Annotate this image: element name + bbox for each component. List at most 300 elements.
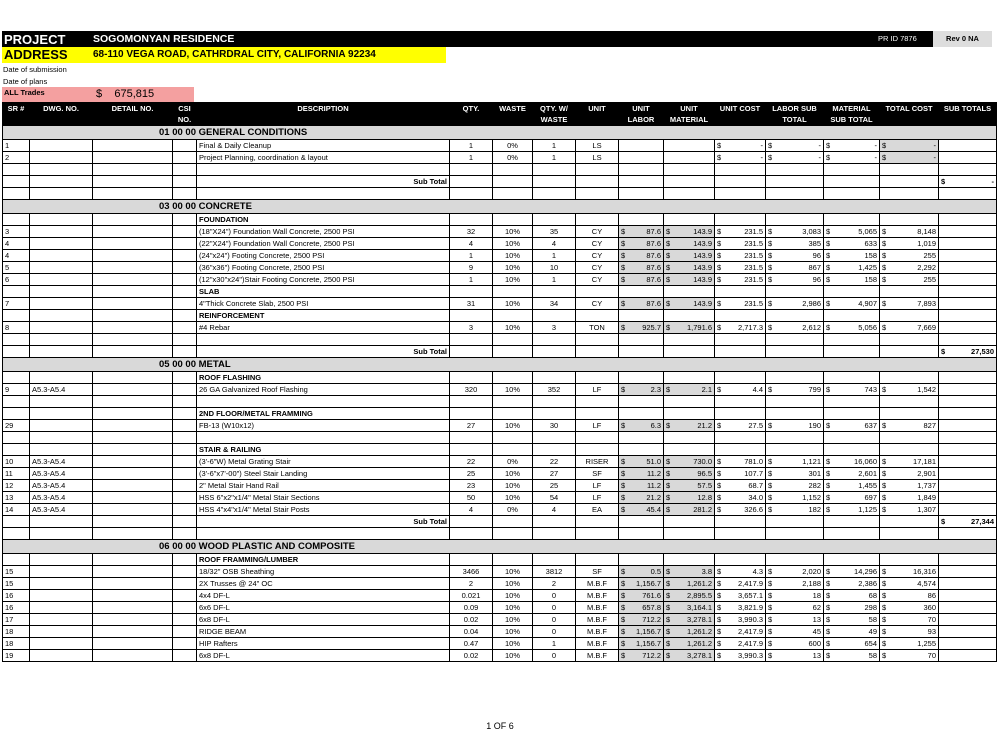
empty-cell <box>619 176 664 188</box>
material-sub-total-value: 2,386 <box>858 578 877 588</box>
sub-totals-cell <box>939 638 997 650</box>
total-cost <box>880 384 939 396</box>
blank-cell <box>197 164 450 176</box>
dwg-number <box>30 298 93 310</box>
total-cost-value: 86 <box>927 590 936 600</box>
item-description: (12"x30"x24")Stair Footing Concrete, 2500 PSI <box>197 274 450 286</box>
labor-sub-total <box>766 638 824 650</box>
unit-material <box>664 650 715 662</box>
blank-cell <box>576 528 619 540</box>
item-unit: M.B.F <box>576 638 619 650</box>
labor-sub-total <box>766 456 824 468</box>
blank-cell <box>93 334 173 346</box>
unit-material <box>664 590 715 602</box>
currency-symbol: $ <box>826 322 831 332</box>
item-unit: M.B.F <box>576 614 619 626</box>
sub-totals-cell <box>939 250 997 262</box>
item-qty: 4 <box>450 238 493 250</box>
currency-symbol: $ <box>717 384 722 394</box>
blank-cell <box>880 396 939 408</box>
material-sub-total <box>824 480 880 492</box>
blank-cell <box>450 334 493 346</box>
detail-number <box>93 468 173 480</box>
currency-symbol: $ <box>882 602 887 612</box>
unit-cost-value: 2,417.9 <box>737 638 763 648</box>
empty-cell <box>766 444 824 456</box>
sr-number: 10 <box>3 456 30 468</box>
blank-cell <box>493 188 533 200</box>
item-description: (24"x24") Footing Concrete, 2500 PSI <box>197 250 450 262</box>
sub-totals-cell <box>939 504 997 516</box>
currency-symbol: $ <box>666 322 671 332</box>
currency-symbol: $ <box>717 322 722 332</box>
item-unit: CY <box>576 226 619 238</box>
line-item-row <box>3 468 997 480</box>
empty-cell <box>493 176 533 188</box>
item-description: (18"X24") Foundation Wall Concrete, 2500 PSI <box>197 226 450 238</box>
item-unit: M.B.F <box>576 602 619 614</box>
currency-symbol: $ <box>666 614 671 624</box>
sub-totals-cell <box>939 384 997 396</box>
unit-cost-value: 3,990.3 <box>737 614 763 624</box>
unit-material-value: 3.8 <box>701 566 712 576</box>
blank-cell <box>3 164 30 176</box>
item-qty: 0.02 <box>450 614 493 626</box>
csi-number <box>173 650 197 662</box>
estimate-body <box>3 126 997 662</box>
currency-symbol: $ <box>768 504 773 514</box>
col-material-sub-total: MATERIAL SUB TOTAL <box>824 103 880 126</box>
labor-sub-total-value: - <box>818 152 821 162</box>
detail-number <box>93 590 173 602</box>
currency-symbol: $ <box>666 638 671 648</box>
blank-cell <box>30 164 93 176</box>
sub-total-amount: 27,344 <box>971 516 994 526</box>
item-qty-with-waste: 0 <box>533 626 576 638</box>
sub-totals-cell <box>939 566 997 578</box>
item-qty-with-waste: 35 <box>533 226 576 238</box>
blank-cell <box>173 334 197 346</box>
blank-cell <box>3 334 30 346</box>
item-waste: 10% <box>493 322 533 334</box>
empty-cell <box>880 408 939 420</box>
sr-number: 18 <box>3 638 30 650</box>
empty-cell <box>576 310 619 322</box>
empty-cell <box>93 286 173 298</box>
empty-cell <box>533 516 576 528</box>
labor-sub-total-value: 13 <box>812 650 821 660</box>
item-qty-with-waste: 4 <box>533 504 576 516</box>
material-sub-total <box>824 152 880 164</box>
currency-symbol: $ <box>621 420 626 430</box>
material-sub-total-value: 16,060 <box>854 456 877 466</box>
empty-cell <box>30 444 93 456</box>
blank-cell <box>533 164 576 176</box>
item-qty: 1 <box>450 274 493 286</box>
currency-symbol: $ <box>882 590 887 600</box>
item-unit: SF <box>576 566 619 578</box>
blank-cell <box>493 334 533 346</box>
unit-labor-value: 0.5 <box>650 566 661 576</box>
empty-cell <box>880 286 939 298</box>
section-header-row <box>3 200 997 214</box>
unit-labor <box>619 590 664 602</box>
item-qty-with-waste: 0 <box>533 590 576 602</box>
currency-symbol: $ <box>882 226 887 236</box>
currency-symbol: $ <box>666 566 671 576</box>
blank-cell <box>880 188 939 200</box>
total-cost <box>880 614 939 626</box>
currency-symbol: $ <box>621 480 626 490</box>
unit-cost <box>715 262 766 274</box>
csi-number <box>173 578 197 590</box>
blank-cell <box>197 432 450 444</box>
labor-sub-total-value: 182 <box>808 504 821 514</box>
currency-symbol: $ <box>717 456 722 466</box>
unit-cost <box>715 480 766 492</box>
sr-number: 19 <box>3 650 30 662</box>
currency-symbol: $ <box>717 420 722 430</box>
unit-labor-value: 925.7 <box>642 322 661 332</box>
currency-symbol: $ <box>882 250 887 260</box>
empty-cell <box>824 554 880 566</box>
blank-cell <box>619 334 664 346</box>
currency-symbol: $ <box>768 626 773 636</box>
sr-number: 12 <box>3 480 30 492</box>
currency-symbol: $ <box>826 456 831 466</box>
blank-cell <box>450 528 493 540</box>
item-qty: 9 <box>450 262 493 274</box>
unit-cost <box>715 456 766 468</box>
currency-symbol: $ <box>666 226 671 236</box>
detail-number <box>93 152 173 164</box>
date-of-plans-label: Date of plans <box>3 77 48 86</box>
detail-number <box>93 638 173 650</box>
blank-cell <box>939 188 997 200</box>
currency-symbol: $ <box>717 626 722 636</box>
item-qty: 0.02 <box>450 650 493 662</box>
blank-cell <box>766 334 824 346</box>
blank-cell <box>197 188 450 200</box>
dwg-number <box>30 650 93 662</box>
currency-symbol: $ <box>621 602 626 612</box>
labor-sub-total-value: 3,083 <box>802 226 821 236</box>
category-label: REINFORCEMENT <box>197 310 450 322</box>
currency-symbol: $ <box>621 492 626 502</box>
line-item-row <box>3 504 997 516</box>
col-unit-cost: UNIT COST <box>715 103 766 126</box>
empty-cell <box>766 554 824 566</box>
total-cost-value: 827 <box>923 420 936 430</box>
empty-cell <box>824 372 880 384</box>
unit-cost-value: 2,417.9 <box>737 626 763 636</box>
material-sub-total <box>824 578 880 590</box>
total-cost <box>880 468 939 480</box>
unit-cost-value: 231.5 <box>744 262 763 272</box>
sub-totals-cell <box>939 322 997 334</box>
currency-symbol: $ <box>621 262 626 272</box>
unit-material <box>664 250 715 262</box>
currency-symbol: $ <box>666 590 671 600</box>
item-unit: M.B.F <box>576 578 619 590</box>
blank-cell <box>824 396 880 408</box>
line-item-row <box>3 566 997 578</box>
total-cost <box>880 152 939 164</box>
unit-labor-value: 1,156.7 <box>635 638 661 648</box>
material-sub-total-value: 158 <box>864 250 877 260</box>
blank-cell <box>576 164 619 176</box>
sr-number: 7 <box>3 298 30 310</box>
blank-cell <box>493 432 533 444</box>
empty-cell <box>880 346 939 358</box>
total-cost <box>880 262 939 274</box>
project-label: PROJECT <box>4 32 66 47</box>
item-unit: LS <box>576 152 619 164</box>
empty-cell <box>715 408 766 420</box>
currency-symbol: $ <box>717 602 722 612</box>
item-qty-with-waste: 22 <box>533 456 576 468</box>
currency-symbol: $ <box>621 614 626 624</box>
sr-number: 5 <box>3 262 30 274</box>
currency-symbol: $ <box>882 298 887 308</box>
labor-sub-total <box>766 504 824 516</box>
empty-cell <box>576 408 619 420</box>
sub-totals-cell <box>939 492 997 504</box>
blank-row <box>3 164 997 176</box>
blank-cell <box>766 528 824 540</box>
dwg-number <box>30 262 93 274</box>
empty-cell <box>576 346 619 358</box>
item-unit: LF <box>576 384 619 396</box>
sub-totals-cell <box>939 456 997 468</box>
currency-symbol: $ <box>621 626 626 636</box>
material-sub-total <box>824 140 880 152</box>
total-cost-value: 1,255 <box>917 638 936 648</box>
blank-cell <box>533 432 576 444</box>
item-unit: TON <box>576 322 619 334</box>
total-cost-value: 70 <box>927 650 936 660</box>
blank-row <box>3 432 997 444</box>
labor-sub-total-value: 385 <box>808 238 821 248</box>
labor-sub-total-value: 2,188 <box>802 578 821 588</box>
unit-labor <box>619 250 664 262</box>
section-header-row <box>3 126 997 140</box>
unit-labor <box>619 468 664 480</box>
blank-cell <box>715 396 766 408</box>
currency-symbol: $ <box>826 492 831 502</box>
line-item-row <box>3 226 997 238</box>
labor-sub-total-value: 190 <box>808 420 821 430</box>
item-qty: 0.021 <box>450 590 493 602</box>
empty-cell <box>880 372 939 384</box>
item-waste: 0% <box>493 140 533 152</box>
currency-symbol: $ <box>621 226 626 236</box>
dwg-number <box>30 626 93 638</box>
csi-number <box>173 250 197 262</box>
currency-symbol: $ <box>768 566 773 576</box>
material-sub-total <box>824 456 880 468</box>
item-qty: 50 <box>450 492 493 504</box>
item-waste: 10% <box>493 578 533 590</box>
material-sub-total-value: 654 <box>864 638 877 648</box>
unit-cost-value: 2,417.9 <box>737 578 763 588</box>
item-waste: 0% <box>493 504 533 516</box>
item-qty-with-waste: 4 <box>533 238 576 250</box>
empty-cell <box>824 214 880 226</box>
item-qty-with-waste: 0 <box>533 614 576 626</box>
empty-cell <box>173 214 197 226</box>
currency-symbol: $ <box>666 626 671 636</box>
empty-cell <box>664 372 715 384</box>
unit-cost-value: 3,657.1 <box>737 590 763 600</box>
labor-sub-total <box>766 566 824 578</box>
dwg-number <box>30 566 93 578</box>
empty-cell <box>619 310 664 322</box>
empty-cell <box>173 176 197 188</box>
item-description: Final & Daily Cleanup <box>197 140 450 152</box>
sub-totals-cell <box>939 602 997 614</box>
unit-cost <box>715 492 766 504</box>
col-qty-with-waste: QTY. W/ WASTE <box>533 103 576 126</box>
unit-labor <box>619 262 664 274</box>
empty-cell <box>619 554 664 566</box>
sub-totals-cell <box>939 626 997 638</box>
empty-cell <box>619 444 664 456</box>
total-cost-value: 255 <box>923 274 936 284</box>
item-description: FB-13 (W10x12) <box>197 420 450 432</box>
empty-cell <box>30 346 93 358</box>
empty-cell <box>824 408 880 420</box>
unit-labor-value: 2.3 <box>650 384 661 394</box>
unit-labor <box>619 626 664 638</box>
unit-labor <box>619 226 664 238</box>
empty-cell <box>450 372 493 384</box>
detail-number <box>93 250 173 262</box>
line-item-row <box>3 626 997 638</box>
material-sub-total <box>824 590 880 602</box>
empty-cell <box>664 346 715 358</box>
material-sub-total-value: 298 <box>864 602 877 612</box>
currency-symbol: $ <box>621 250 626 260</box>
item-description: #4 Rebar <box>197 322 450 334</box>
sr-number: 17 <box>3 614 30 626</box>
labor-sub-total-value: 600 <box>808 638 821 648</box>
empty-cell <box>3 444 30 456</box>
blank-cell <box>766 164 824 176</box>
sub-total-amount: 27,530 <box>971 346 994 356</box>
blank-cell <box>493 528 533 540</box>
currency-symbol: $ <box>882 140 887 150</box>
blank-cell <box>664 396 715 408</box>
csi-number <box>173 262 197 274</box>
currency-symbol: $ <box>621 566 626 576</box>
detail-number <box>93 492 173 504</box>
currency-symbol: $ <box>768 614 773 624</box>
unit-material-value: 1,791.6 <box>686 322 712 332</box>
blank-cell <box>3 396 30 408</box>
item-description: HSS 6"x2"x1/4" Metal Stair Sections <box>197 492 450 504</box>
empty-cell <box>30 310 93 322</box>
category-row <box>3 286 997 298</box>
unit-cost-value: - <box>760 152 763 162</box>
empty-cell <box>93 310 173 322</box>
material-sub-total <box>824 322 880 334</box>
empty-cell <box>619 408 664 420</box>
empty-cell <box>173 372 197 384</box>
item-description: 4x4 DF-L <box>197 590 450 602</box>
unit-labor <box>619 492 664 504</box>
item-unit: LF <box>576 420 619 432</box>
currency-symbol: $ <box>882 566 887 576</box>
empty-cell <box>824 516 880 528</box>
currency-symbol: $ <box>621 238 626 248</box>
unit-material <box>664 626 715 638</box>
all-trades-currency: $ <box>96 88 103 100</box>
blank-cell <box>939 432 997 444</box>
empty-cell <box>664 516 715 528</box>
currency-symbol: $ <box>882 238 887 248</box>
total-cost <box>880 578 939 590</box>
col-csi: CSI NO. <box>173 103 197 126</box>
currency-symbol: $ <box>717 578 722 588</box>
blank-cell <box>533 528 576 540</box>
item-description: (3'-6"x7'-00") Steel Stair Landing <box>197 468 450 480</box>
sr-number: 11 <box>3 468 30 480</box>
blank-cell <box>93 432 173 444</box>
blank-cell <box>533 334 576 346</box>
labor-sub-total-value: 13 <box>812 614 821 624</box>
item-description: 6x6 DF-L <box>197 602 450 614</box>
empty-cell <box>30 516 93 528</box>
currency-symbol: $ <box>666 262 671 272</box>
sr-number: 9 <box>3 384 30 396</box>
material-sub-total <box>824 638 880 650</box>
col-sub-totals: SUB TOTALS <box>939 103 997 126</box>
item-unit: SF <box>576 468 619 480</box>
category-row <box>3 214 997 226</box>
section-header-row <box>3 358 997 372</box>
labor-sub-total <box>766 480 824 492</box>
labor-sub-total <box>766 384 824 396</box>
blank-cell <box>493 396 533 408</box>
blank-cell <box>880 334 939 346</box>
blank-cell <box>824 188 880 200</box>
blank-cell <box>450 164 493 176</box>
unit-labor <box>619 420 664 432</box>
line-item-row <box>3 250 997 262</box>
line-item-row <box>3 456 997 468</box>
currency-symbol: $ <box>717 262 722 272</box>
item-unit: M.B.F <box>576 590 619 602</box>
sr-number: 4 <box>3 238 30 250</box>
empty-cell <box>93 214 173 226</box>
address-value: 68-110 VEGA ROAD, CATHRDRAL CITY, CALIFORNIA 92234 <box>90 47 446 63</box>
category-row <box>3 444 997 456</box>
detail-number <box>93 420 173 432</box>
empty-cell <box>450 408 493 420</box>
item-waste: 10% <box>493 262 533 274</box>
col-unit-labor: UNIT LABOR <box>619 103 664 126</box>
item-waste: 10% <box>493 384 533 396</box>
unit-cost-value: 231.5 <box>744 274 763 284</box>
labor-sub-total <box>766 140 824 152</box>
detail-number <box>93 456 173 468</box>
unit-cost-value: 3,821.9 <box>737 602 763 612</box>
detail-number <box>93 298 173 310</box>
unit-material <box>664 578 715 590</box>
material-sub-total <box>824 274 880 286</box>
unit-labor-value: 11.2 <box>646 480 661 490</box>
